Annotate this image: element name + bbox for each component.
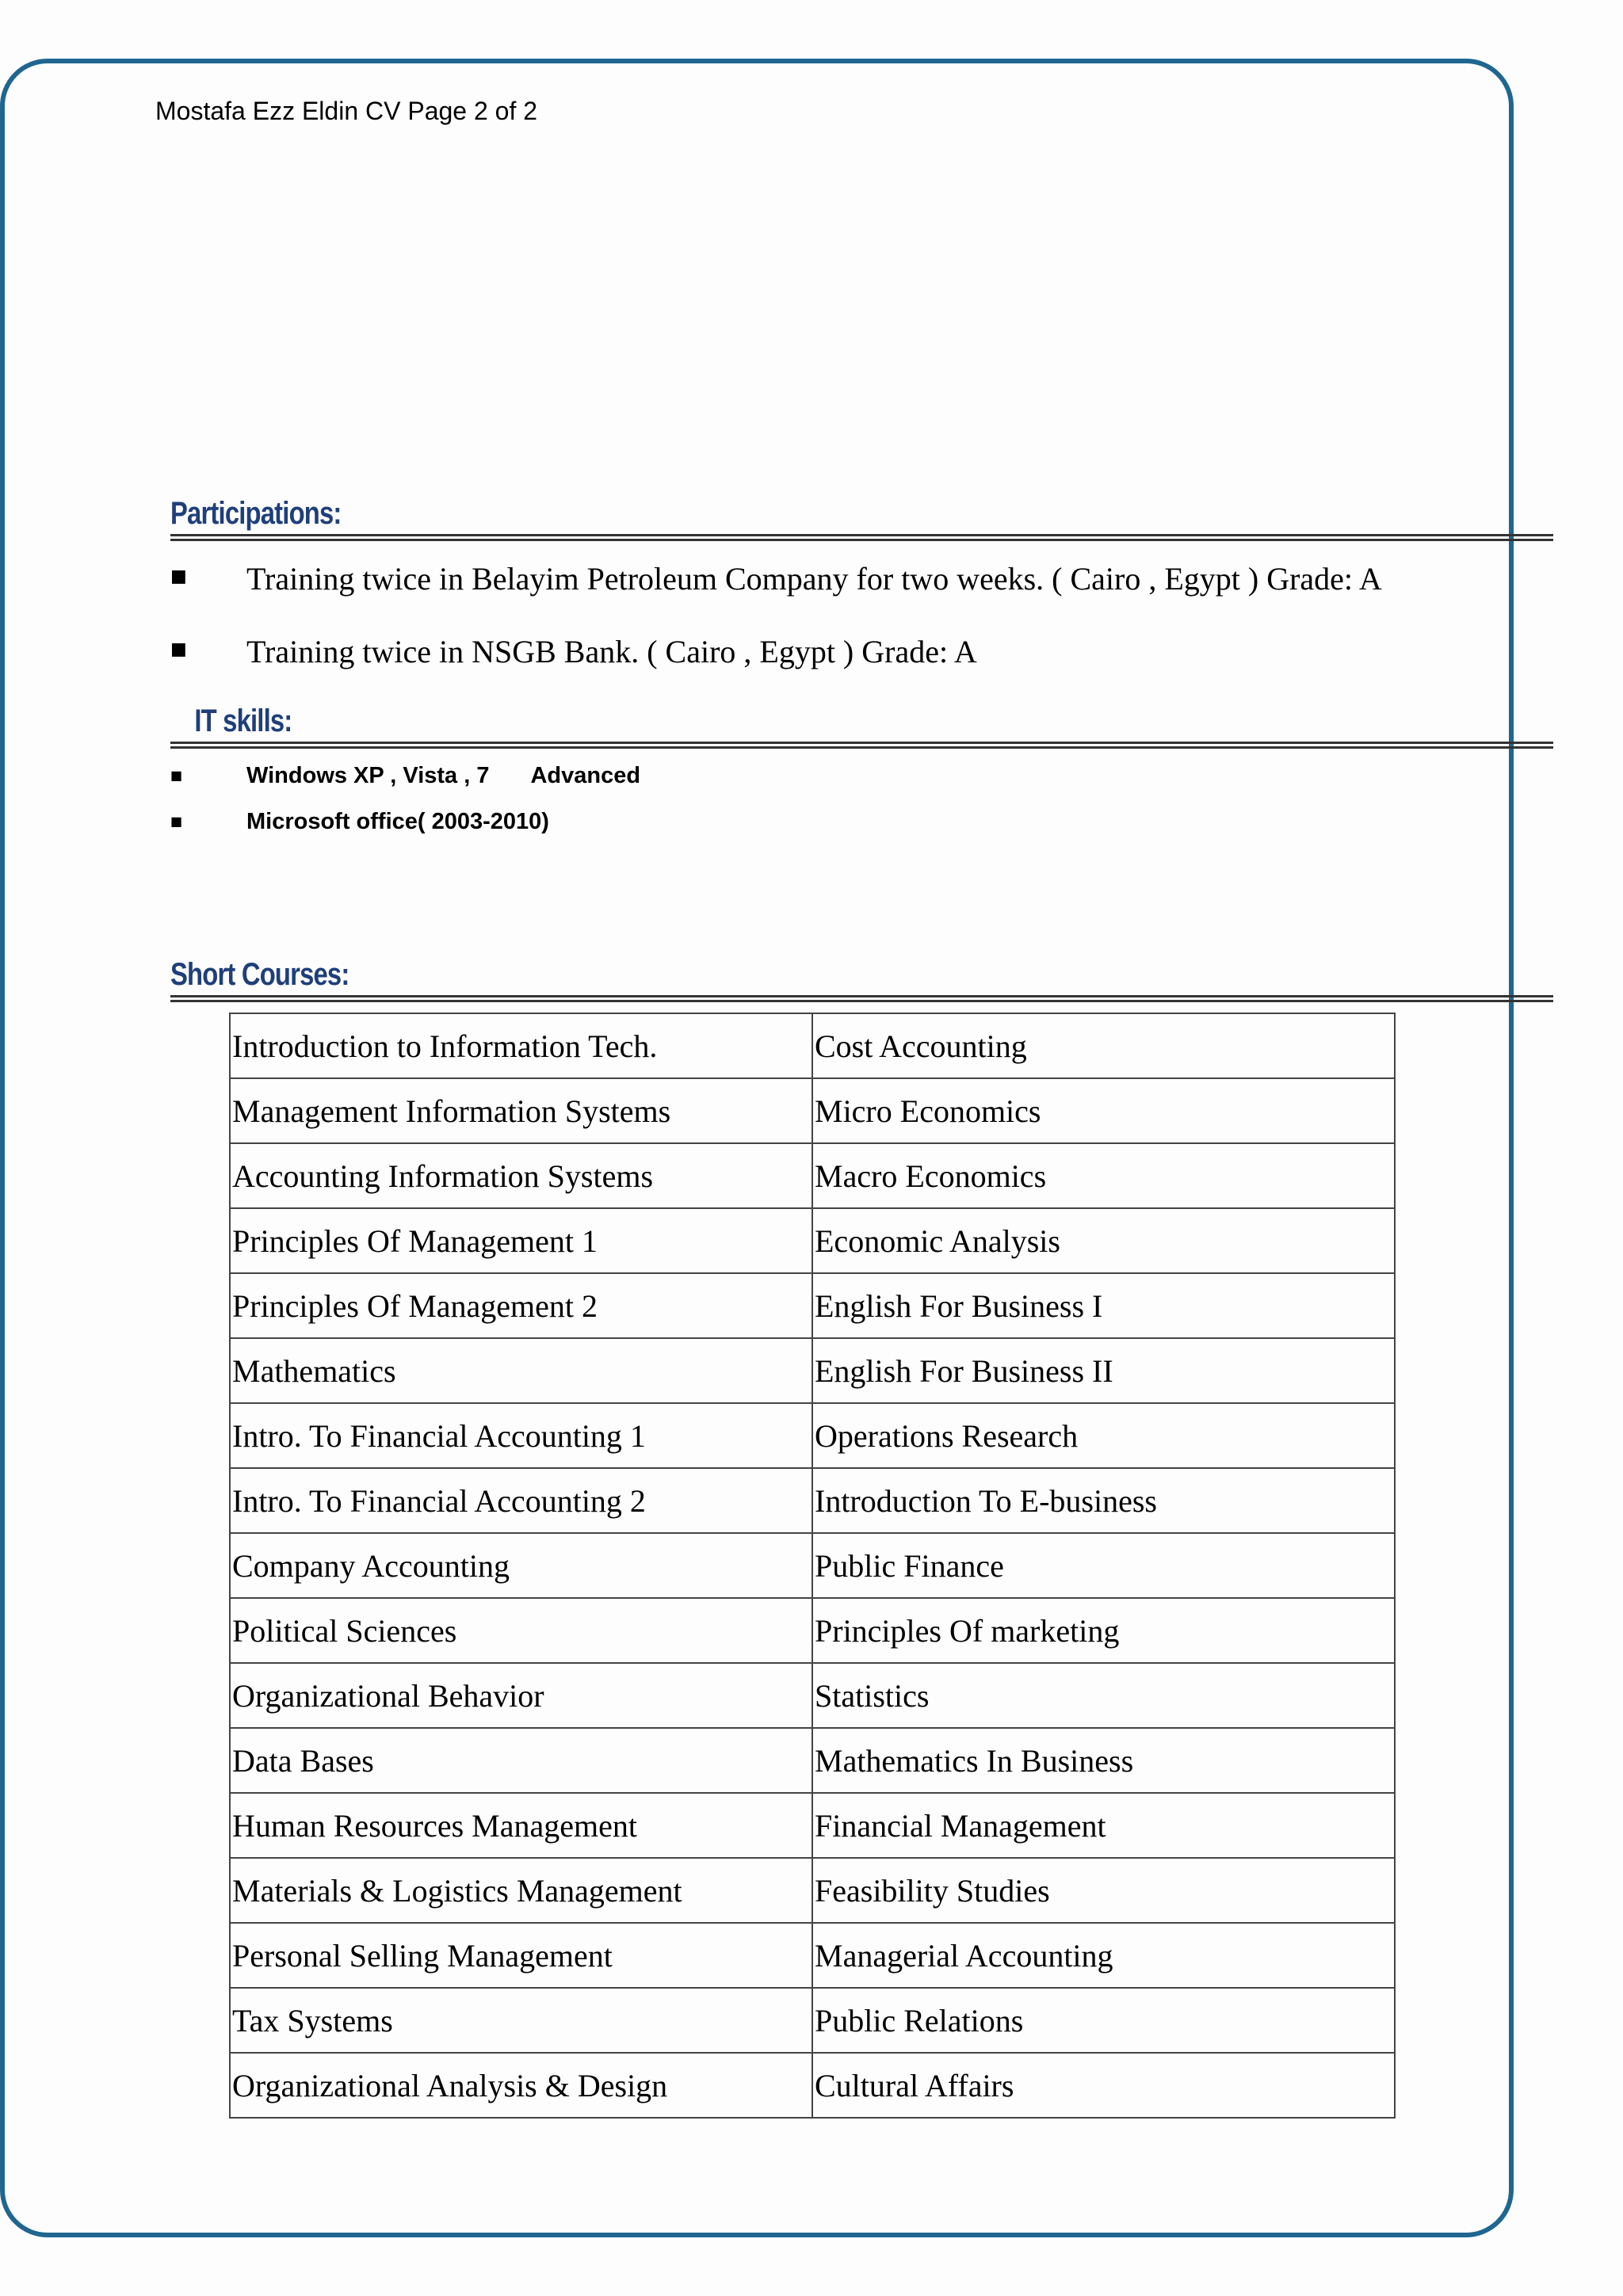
- table-cell: Company Accounting: [230, 1533, 812, 1598]
- table-row: [230, 1403, 1395, 1468]
- table-cell: Intro. To Financial Accounting 1: [230, 1403, 812, 1468]
- table-cell: Managerial Accounting: [812, 1923, 1395, 1988]
- table-cell: Economic Analysis: [812, 1208, 1395, 1273]
- table-cell: Human Resources Management: [230, 1793, 812, 1858]
- skill-name: Windows XP , Vista , 7: [246, 763, 490, 788]
- square-bullet-icon: ■: [170, 814, 183, 829]
- participation-text: Training twice in Belayim Petroleum Company for two weeks. ( Cairo , Egypt ) Grade: A: [246, 561, 1382, 597]
- table-row: [230, 1728, 1395, 1793]
- table-cell: Principles Of Management 1: [230, 1208, 812, 1273]
- table-row: [230, 1923, 1395, 1988]
- table-row: [230, 1663, 1395, 1728]
- it-skills-section: [170, 705, 1553, 849]
- square-bullet-icon: ■: [170, 768, 183, 783]
- it-skills-list: [170, 757, 1553, 849]
- participation-text: Training twice in NSGB Bank. ( Cairo , Egypt ) Grade: A: [246, 634, 977, 669]
- skill-name: Microsoft office( 2003-2010): [246, 809, 549, 834]
- table-cell: Micro Economics: [812, 1078, 1395, 1143]
- table-row: [230, 1143, 1395, 1208]
- courses-table: [229, 1013, 1396, 2119]
- table-cell: Mathematics In Business: [812, 1728, 1395, 1793]
- participations-list: [170, 555, 1553, 701]
- table-cell: Materials & Logistics Management: [230, 1858, 812, 1923]
- table-row: [230, 1208, 1395, 1273]
- short-courses-section: [170, 959, 1553, 1002]
- square-bullet-icon: ■: [170, 566, 187, 586]
- participations-section: [170, 498, 1553, 701]
- table-cell: Cost Accounting: [812, 1013, 1395, 1078]
- table-cell: Intro. To Financial Accounting 2: [230, 1468, 812, 1533]
- it-skills-title: IT skills:: [194, 704, 292, 738]
- table-cell: Operations Research: [812, 1403, 1395, 1468]
- table-cell: Principles Of marketing: [812, 1598, 1395, 1663]
- section-divider: [170, 742, 1553, 749]
- table-cell: Financial Management: [812, 1793, 1395, 1858]
- table-row: [230, 1078, 1395, 1143]
- table-cell: Mathematics: [230, 1338, 812, 1403]
- table-row: [230, 1013, 1395, 1078]
- table-row: [230, 2053, 1395, 2118]
- list-item: [170, 803, 1553, 849]
- table-row: [230, 1468, 1395, 1533]
- section-divider: [170, 534, 1553, 541]
- table-cell: Introduction to Information Tech.: [230, 1013, 812, 1078]
- table-cell: Organizational Behavior: [230, 1663, 812, 1728]
- table-cell: Personal Selling Management: [230, 1923, 812, 1988]
- table-cell: Political Sciences: [230, 1598, 812, 1663]
- table-cell: English For Business II: [812, 1338, 1395, 1403]
- table-cell: Cultural Affairs: [812, 2053, 1395, 2118]
- short-courses-title: Short Courses:: [170, 957, 349, 992]
- table-cell: English For Business I: [812, 1273, 1395, 1338]
- table-cell: Accounting Information Systems: [230, 1143, 812, 1208]
- section-divider: [170, 995, 1553, 1002]
- table-row: [230, 1533, 1395, 1598]
- table-cell: Data Bases: [230, 1728, 812, 1793]
- list-item: [170, 628, 1553, 701]
- participations-title: Participations:: [170, 496, 342, 531]
- table-cell: Introduction To E-business: [812, 1468, 1395, 1533]
- skill-level: Advanced: [530, 763, 641, 788]
- table-row: [230, 1598, 1395, 1663]
- table-cell: Management Information Systems: [230, 1078, 812, 1143]
- table-cell: Public Relations: [812, 1988, 1395, 2053]
- table-cell: Statistics: [812, 1663, 1395, 1728]
- table-row: [230, 1338, 1395, 1403]
- square-bullet-icon: ■: [170, 639, 187, 659]
- table-cell: Feasibility Studies: [812, 1858, 1395, 1923]
- page-header: Mostafa Ezz Eldin CV Page 2 of 2: [155, 97, 538, 125]
- table-row: [230, 1793, 1395, 1858]
- table-row: [230, 1273, 1395, 1338]
- table-cell: Organizational Analysis & Design: [230, 2053, 812, 2118]
- table-cell: Tax Systems: [230, 1988, 812, 2053]
- table-cell: Public Finance: [812, 1533, 1395, 1598]
- table-cell: Principles Of Management 2: [230, 1273, 812, 1338]
- table-row: [230, 1858, 1395, 1923]
- list-item: [170, 555, 1553, 628]
- table-row: [230, 1988, 1395, 2053]
- table-cell: Macro Economics: [812, 1143, 1395, 1208]
- list-item: [170, 757, 1553, 803]
